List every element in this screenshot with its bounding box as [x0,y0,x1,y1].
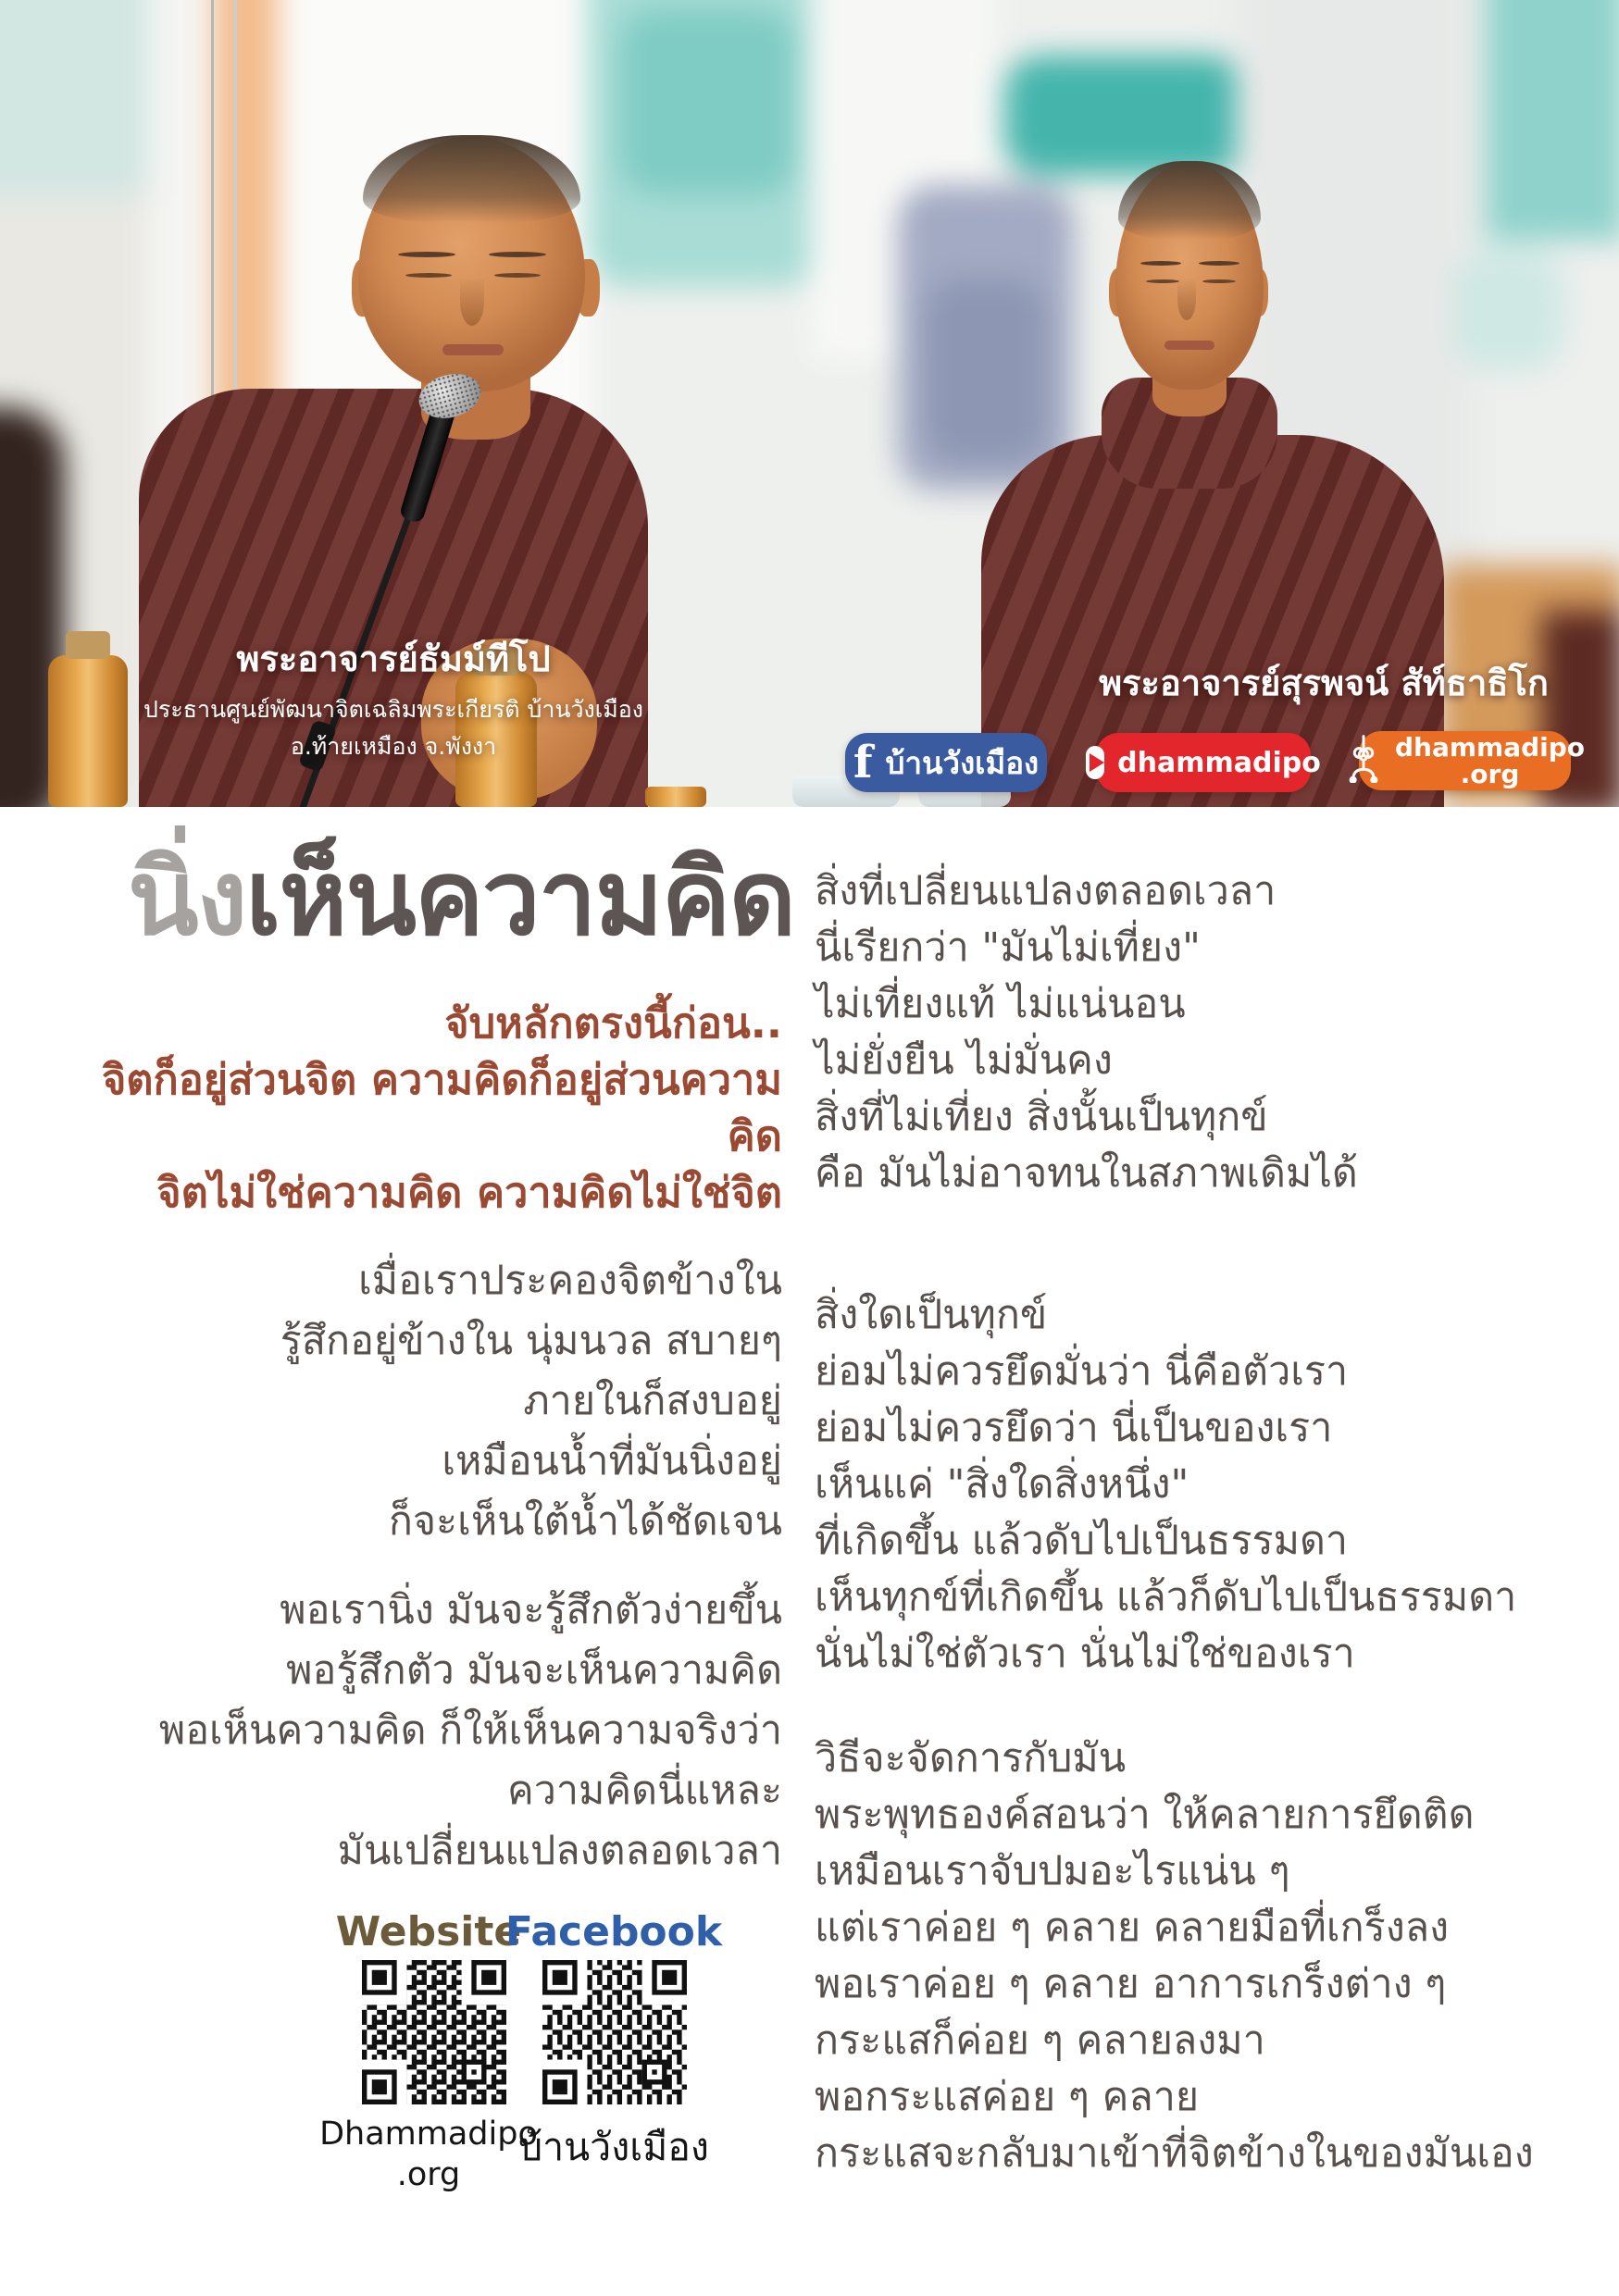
youtube-icon [1086,746,1104,779]
website-badge-label: dhammadipo .org [1394,732,1586,789]
left-monk-label [120,639,666,761]
facebook-qr-code [542,1960,687,2104]
text-line: ย่อมไม่ควรยึดว่า นี่เป็นของเรา [815,1405,1333,1451]
text-line: เห็นทุกข์ที่เกิดขึ้น แล้วก็ดับไปเป็นธรรมดา [815,1574,1517,1620]
text-line: แต่เราค่อย ๆ คลาย คลายมือที่เกร็งลง [815,1905,1450,1951]
text-line: รู้สึกอยู่ข้างใน นุ่มนวล สบายๆ [280,1318,782,1364]
tea-bottle [48,655,128,807]
text-line: พระพุทธองค์สอนว่า ให้คลายการยึดติด [815,1792,1475,1838]
right-paragraph-1 [815,863,1611,1202]
text-line: เหมือนน้ำที่มันนิ่งอยู่ [442,1438,782,1484]
text-line: ความคิดนี่แหละ [507,1768,782,1814]
text-line: ไม่เที่ยงแท้ ไม่แน่นอน [815,981,1186,1027]
text-line: กระแสจะกลับมาเข้าที่จิตข้างในของมันเอง [815,2130,1534,2177]
dhammadipo-logo-icon [1345,735,1382,787]
website-qr-code [362,1960,506,2104]
header-photo [0,0,1619,807]
right-monk-name: พระอาจารย์สุรพจน์ สัท์ธาธิโก [1099,663,1549,703]
text-line: กระแสก็ค่อย ๆ คลายลงมา [815,2017,1265,2064]
text-line: ไม่ยั่งยืน ไม่มั่นคง [815,1037,1113,1084]
facebook-badge-label: บ้านวังเมือง [885,744,1040,781]
text-line: ก็จะเห็นใต้น้ำได้ชัดเจน [388,1498,782,1545]
website-qr-label: Website [335,1908,522,1955]
left-monk-name: พระอาจารย์ธัมม์ทีโป [236,639,551,679]
right-column [815,863,1611,2182]
text-line: มันเปลี่ยนแปลงตลอดเวลา [337,1828,782,1874]
youtube-badge[interactable] [1096,733,1321,792]
left-paragraph-2 [79,1581,782,1881]
quote-line: จับหลักตรงนี้ก่อน.. [444,999,782,1048]
text-line: พอเห็นความคิด ก็ให้เห็นความจริงว่า [158,1707,782,1754]
text-line: พอเรานิ่ง มันจะรู้สึกตัวง่ายขึ้น [280,1587,782,1633]
text-line: สิ่งใดเป็นทุกข์ [815,1292,1048,1338]
text-line: ย่อมไม่ควรยึดมั่นว่า นี่คือตัวเรา [815,1348,1349,1395]
text-line: สิ่งที่เปลี่ยนแปลงตลอดเวลา [815,868,1277,914]
text-line: เหมือนเราจับปมอะไรแน่น ๆ [815,1848,1290,1894]
facebook-qr-caption: บ้านวังเมือง [518,2125,709,2169]
text-line: ภายในก็สงบอยู่ [523,1378,782,1424]
text-line: พอรู้สึกตัว มันจะเห็นความคิด [286,1647,782,1694]
text-line: เมื่อเราประคองจิตข้างใน [358,1258,782,1304]
text-line: ที่เกิดขึ้น แล้วดับไปเป็นธรรมดา [815,1518,1349,1564]
text-line: นี่เรียกว่า "มันไม่เที่ยง" [815,925,1201,971]
facebook-qr-label: Facebook [504,1908,723,1955]
text-line: สิ่งที่ไม่เที่ยง สิ่งนั้นเป็นทุกข์ [815,1094,1268,1140]
quote-line: จิตก็อยู่ส่วนจิต ความคิดก็อยู่ส่วนความคิด [101,1055,782,1160]
text-line: เห็นแค่ "สิ่งใดสิ่งหนึ่ง" [815,1461,1189,1508]
text-line: คือ มันไม่อาจทนในสภาพเดิมได้ [815,1150,1358,1197]
youtube-badge-label: dhammadipo [1117,746,1321,779]
facebook-badge[interactable] [845,733,1047,792]
text-line: วิธีจะจัดการกับมัน [815,1735,1127,1781]
left-monk-org: ประธานศูนย์พัฒนาจิตเฉลิมพระเกียรติ บ้านวังเมือง [143,696,643,723]
right-paragraph-2 [815,1287,1611,1682]
facebook-icon: f [853,737,873,788]
text-line: พอเราค่อย ๆ คลาย อาการเกร็งต่าง ๆ [815,1961,1447,2007]
right-monk-label [1065,663,1583,703]
left-paragraph-1 [79,1251,782,1552]
key-principle-quote [79,995,782,1221]
right-paragraph-3 [815,1731,1611,2182]
website-badge[interactable] [1359,731,1586,790]
text-line: พอกระแสค่อย ๆ คลาย [815,2074,1200,2120]
page-title [128,838,794,959]
website-qr-caption: Dhammadipo .org [319,2116,538,2193]
cup [645,787,706,807]
title-part-see-thoughts: เห็นความคิด [245,838,795,959]
title-part-still: นิ่ง [128,838,246,959]
quote-line: จิตไม่ใช่ความคิด ความคิดไม่ใช่จิต [156,1168,782,1217]
left-monk-location: อ.ท้ายเหมือง จ.พังงา [290,733,497,760]
text-line: นั่นไม่ใช่ตัวเรา นั่นไม่ใช่ของเรา [815,1631,1355,1677]
